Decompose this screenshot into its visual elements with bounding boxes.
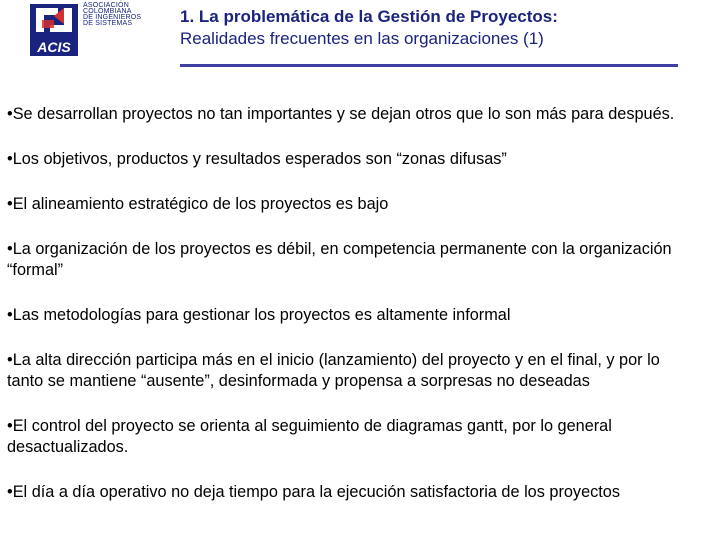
bullet-item: •Los objetivos, productos y resultados esperados son “zonas difusas” bbox=[7, 150, 507, 168]
logo-text-line: DE SISTEMAS bbox=[83, 20, 133, 27]
logo-text-line: COLOMBIANA bbox=[83, 8, 132, 15]
bullet-item: •El día a día operativo no deja tiempo para la ejecución satisfactoria de los proyectos bbox=[7, 483, 620, 501]
bullet-item: •La organización de los proyectos es débil, en competencia permanente con la organización “formal” bbox=[7, 240, 672, 279]
logo-text-line: DE INGENIEROS bbox=[83, 14, 142, 21]
acis-logo bbox=[28, 2, 153, 58]
title-underline bbox=[180, 64, 678, 67]
slide-title bbox=[180, 6, 700, 50]
slide-title-line2: Realidades frecuentes en las organizaciones (1) bbox=[180, 29, 544, 48]
logo-text-line: ASOCIACIÓN bbox=[83, 2, 129, 9]
bullet-item: •Las metodologías para gestionar los proyectos es altamente informal bbox=[7, 306, 511, 324]
acis-logo-brand: ACIS bbox=[37, 39, 71, 55]
slide-title-line1: 1. La problemática de la Gestión de Proyectos: bbox=[180, 7, 558, 26]
logo-text bbox=[83, 3, 153, 27]
bullet-item: •Se desarrollan proyectos no tan importantes y se dejan otros que lo son más para después. bbox=[7, 105, 675, 123]
bullet-list bbox=[7, 104, 697, 527]
acis-logo-icon bbox=[28, 2, 80, 58]
bullet-item: •El control del proyecto se orienta al seguimiento de diagramas gantt, por lo general desactualizados. bbox=[7, 417, 612, 456]
bullet-item: •El alineamiento estratégico de los proyectos es bajo bbox=[7, 195, 389, 213]
bullet-item: •La alta dirección participa más en el inicio (lanzamiento) del proyecto y en el final, y por lo tanto se mantiene “ausente”, desinformada y propensa a sorpresas no deseadas bbox=[7, 351, 660, 390]
